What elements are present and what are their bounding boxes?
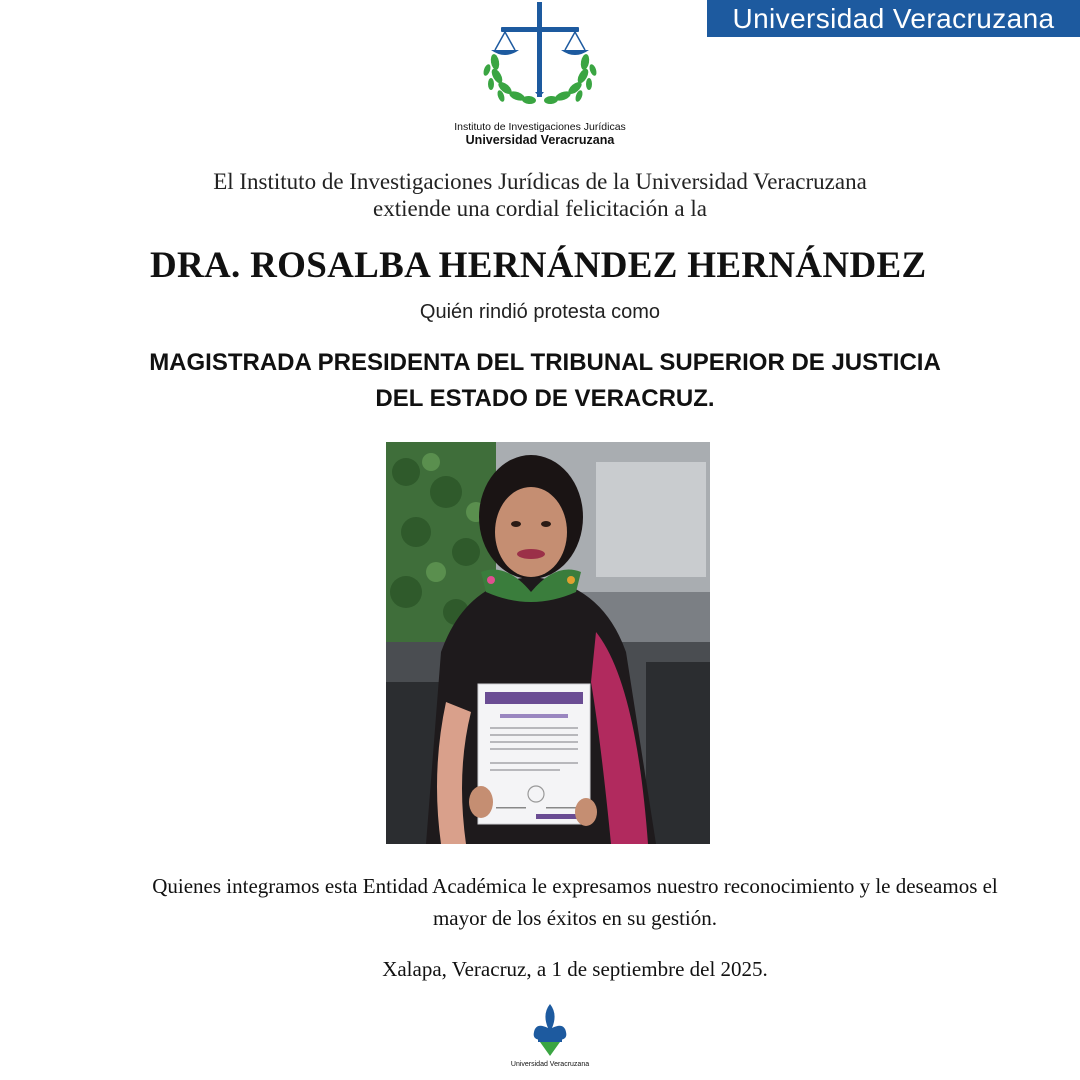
closing-line-2: mayor de los éxitos en su gestión.	[432, 906, 718, 930]
university-logo	[500, 1002, 600, 1072]
university-banner: Universidad Veracruzana	[707, 0, 1080, 37]
closing-text	[100, 870, 1050, 934]
intro-line-1: El Instituto de Investigaciones Jurídicas de la Universidad Veracruzana	[213, 169, 867, 194]
position-line-1: MAGISTRADA PRESIDENTA DEL TRIBUNAL SUPERIOR DE JUSTICIA	[149, 349, 941, 376]
position-title	[100, 345, 990, 417]
institute-name: Instituto de Investigaciones Jurídicas	[454, 121, 626, 133]
intro-text	[0, 168, 1080, 222]
position-line-2: DEL ESTADO DE VERACRUZ.	[375, 385, 715, 412]
recipient-name: DRA. ROSALBA HERNÁNDEZ HERNÁNDEZ	[150, 245, 927, 286]
university-logo-label: Universidad Veracruzana	[510, 1061, 590, 1068]
scales-of-justice-icon	[475, 0, 605, 120]
flor-de-lis-icon	[530, 1002, 570, 1058]
protesta-text: Quién rindió protesta como	[419, 301, 661, 323]
institute-university: Universidad Veracruzana	[465, 133, 615, 147]
institute-logo	[440, 0, 640, 150]
closing-line-1: Quienes integramos esta Entidad Académica le expresamos nuestro reconocimiento y le deseamos el	[152, 874, 998, 898]
place-date: Xalapa, Veracruz, a 1 de septiembre del 2025.	[382, 957, 768, 981]
portrait-photo	[386, 442, 710, 844]
intro-line-2: extiende una cordial felicitación a la	[373, 196, 707, 221]
